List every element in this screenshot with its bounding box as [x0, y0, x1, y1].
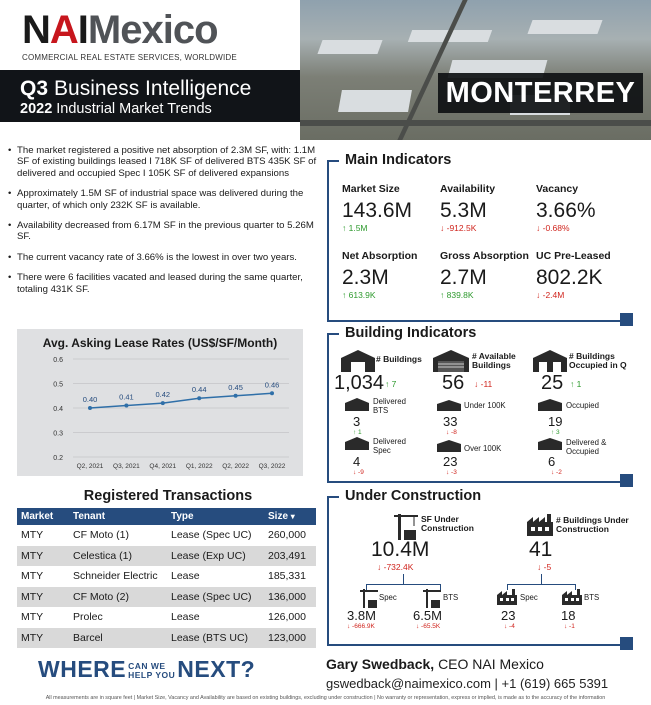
factory-icon — [527, 514, 553, 536]
market-summary-bullets — [8, 145, 318, 304]
sort-desc-icon[interactable]: ▾ — [290, 512, 295, 521]
delivered-spec-change: ↓ -9 — [353, 469, 364, 476]
bld-uc-value: 41 — [529, 538, 553, 561]
x-tick-label: Q1, 2022 — [185, 463, 213, 470]
bld-spec-change: ↓ -4 — [504, 623, 515, 630]
uc-bts-value: 6.5M — [413, 608, 442, 623]
cell-tenant: CF Moto (1) — [73, 529, 130, 542]
cell-type: Lease — [171, 611, 200, 624]
under-100k-icon — [437, 400, 461, 411]
lease-rate-chart-svg — [17, 329, 303, 476]
occupied-sub-change: ↑ 3 — [551, 429, 560, 436]
col-tenant[interactable]: Tenant — [69, 508, 167, 525]
cell-market: MTY — [17, 587, 69, 608]
under-100k-value: 33 — [443, 414, 458, 429]
chart-title: Avg. Asking Lease Rates (US$/SF/Month) — [42, 336, 278, 350]
table-row[interactable] — [17, 546, 316, 567]
delivered-occupied-change: ↓ -2 — [551, 469, 562, 476]
cell-market: MTY — [21, 529, 44, 542]
sf-uc-change: ↓ -732.4K — [377, 562, 414, 572]
delivered-occupied-icon — [538, 438, 562, 450]
uc-preleased-label: UC Pre-Leased — [536, 250, 611, 262]
y-tick-label: 0.6 — [53, 357, 63, 364]
data-label: 0.46 — [264, 380, 280, 390]
main-indicators-title: Main Indicators — [341, 152, 455, 168]
cell-tenant: Prolec — [73, 611, 103, 624]
bld-spec-label: Spec — [520, 593, 538, 602]
logo-area — [0, 0, 300, 70]
over-100k-label: Over 100K — [464, 444, 502, 453]
x-tick-label: Q2, 2021 — [76, 463, 104, 470]
gross-absorption-value: 2.7M — [440, 266, 487, 289]
delivered-bts-change: ↑ 1 — [353, 429, 362, 436]
report-header — [0, 0, 651, 140]
panel-corner-square — [620, 313, 633, 326]
table-row[interactable] — [17, 566, 316, 587]
bullet-item: • The market registered a positive net absorption of 2.3M SF, with: 1.1M SF of existing buildings leased I 718K SF of delivered BTS 435K SF of delivered and occupied Spec I 105K SF of delivered expansions — [8, 145, 318, 179]
cell-tenant: CF Moto (2) — [69, 587, 167, 608]
occupied-sub-label: Occupied — [566, 401, 599, 410]
data-label: 0.45 — [228, 382, 243, 392]
cell-size: 260,000 — [268, 529, 306, 542]
where-can-we-help-slogan: WHERE CAN WE HELP YOUNEXT? — [38, 656, 256, 682]
occupied-label: # Buildings Occupied in Q — [569, 351, 627, 370]
vacancy-value: 3.66% — [536, 199, 596, 222]
bts-crane-icon — [423, 588, 441, 608]
over-100k-change: ↓ -3 — [446, 469, 457, 476]
table-row[interactable] — [17, 607, 316, 628]
data-point — [234, 394, 238, 398]
x-tick-label: Q4, 2021 — [149, 463, 177, 470]
market-size-change: ↑ 1.5M — [342, 223, 368, 233]
availability-label: Availability — [440, 183, 496, 195]
y-tick-label: 0.3 — [53, 430, 63, 438]
bullet-item: • Approximately 1.5M SF of industrial space was delivered during the quarter, of which only 232K SF is available. — [8, 188, 318, 211]
bld-bts-label: BTS — [584, 593, 600, 602]
data-label: 0.41 — [119, 392, 134, 402]
sf-uc-value: 10.4M — [371, 538, 430, 561]
data-point — [270, 391, 274, 395]
delivered-spec-value: 4 — [353, 454, 361, 469]
city-banner: MONTERREY — [438, 73, 643, 113]
x-tick-label: Q3, 2021 — [113, 463, 140, 470]
uc-spec-change: ↓ -666.9K — [347, 623, 375, 630]
uc-spec-label: Spec — [379, 593, 397, 602]
cell-size: 185,331 — [268, 570, 306, 583]
under-100k-label: Under 100K — [464, 401, 506, 410]
bld-uc-change: ↓ -5 — [537, 562, 552, 572]
bts-factory-icon — [562, 589, 582, 605]
occupied-building-icon — [533, 350, 567, 372]
cell-type: Lease (BTS UC) — [167, 628, 264, 649]
uc-spec-value: 3.8M — [347, 608, 376, 623]
occupied-sub-value: 19 — [548, 414, 563, 429]
data-label: 0.40 — [82, 395, 98, 404]
panel-corner-square — [620, 474, 633, 487]
data-point — [88, 406, 92, 410]
bullet-item: • The current vacancy rate of 3.66% is the lowest in over two years. — [8, 252, 318, 263]
gross-absorption-label: Gross Absorption — [440, 250, 529, 262]
buildings-label: # Buildings — [376, 354, 422, 364]
buildings-value: 1,034 — [334, 372, 385, 394]
net-absorption-change: ↑ 613.9K — [342, 290, 376, 300]
over-100k-icon — [437, 440, 461, 452]
uc-preleased-change: ↓ -2.4M — [536, 290, 565, 300]
uc-bts-label: BTS — [443, 593, 459, 602]
net-absorption-value: 2.3M — [342, 266, 389, 289]
nai-mexico-logo[interactable]: NAIMexico — [22, 8, 218, 52]
vacancy-label: Vacancy — [536, 183, 579, 195]
cell-type: Lease (Spec UC) — [171, 529, 252, 542]
contact-email-phone[interactable]: gswedback@naimexico.com | +1 (619) 665 5391 — [326, 676, 609, 691]
building-icon — [341, 350, 375, 372]
delivered-occupied-value: 6 — [548, 454, 556, 469]
col-market[interactable]: Market — [17, 508, 69, 525]
buildings-change: ↑ 7 — [385, 379, 397, 389]
table-header-row — [17, 508, 316, 525]
x-tick-label: Q2, 2022 — [222, 463, 249, 470]
delivered-occupied-label: Delivered & Occupied — [566, 438, 607, 456]
bld-bts-change: ↓ -1 — [564, 623, 575, 630]
cell-size: 126,000 — [268, 611, 306, 624]
warehouse-icon — [433, 350, 469, 372]
cell-market: MTY — [21, 570, 44, 583]
available-label: # Available Buildings — [472, 351, 516, 370]
data-point — [124, 404, 128, 408]
x-tick-label: Q3, 2022 — [258, 463, 286, 470]
data-point — [197, 396, 201, 400]
cell-market: MTY — [17, 628, 69, 649]
cell-size: 136,000 — [264, 587, 316, 608]
bullet-item: • Availability decreased from 6.17M SF in the previous quarter to 5.26M SF. — [8, 220, 318, 243]
availability-change: ↓ -912.5K — [440, 223, 477, 233]
vacancy-change: ↓ -0.68% — [536, 223, 570, 233]
series-line — [90, 393, 272, 408]
uc-preleased-value: 802.2K — [536, 266, 603, 289]
cell-type: Lease — [171, 570, 200, 583]
under-construction-title: Under Construction — [341, 488, 485, 504]
logo-tagline: COMMERCIAL REAL ESTATE SERVICES, WORLDWIDE — [22, 53, 237, 62]
market-size-value: 143.6M — [342, 199, 413, 222]
over-100k-value: 23 — [443, 454, 458, 469]
disclaimer: All measurements are in square feet | Market Size, Vacancy and Availability are based on existing buildings, excluding under construction | No warranty or representation, express or implied, is made as to the accuracy of the information — [45, 695, 606, 701]
occupied-value: 25 — [541, 372, 564, 394]
spec-factory-icon — [497, 589, 517, 605]
cell-market: MTY — [17, 546, 69, 567]
available-change: ↓ -11 — [474, 379, 493, 389]
col-size[interactable]: Size ▾ — [264, 508, 316, 525]
data-point — [161, 401, 165, 405]
panel-corner-square — [620, 637, 633, 650]
sf-uc-label: SF Under Construction — [421, 514, 474, 533]
bullet-item: • There were 6 facilities vacated and leased during the same quarter, totaling 431K SF. — [8, 272, 318, 295]
occupied-change: ↑ 1 — [570, 379, 582, 389]
col-type[interactable]: Type — [167, 508, 264, 525]
cell-tenant: Schneider Electric — [73, 570, 158, 583]
cell-size: 203,491 — [264, 546, 316, 567]
cell-type: Lease (Spec UC) — [167, 587, 264, 608]
delivered-bts-icon — [345, 398, 369, 411]
occupied-sub-icon — [538, 399, 562, 411]
available-value: 56 — [442, 372, 465, 394]
bld-spec-value: 23 — [501, 608, 516, 623]
building-indicators-title: Building Indicators — [341, 325, 480, 341]
under-100k-change: ↓ -8 — [446, 429, 457, 436]
market-size-label: Market Size — [342, 183, 400, 195]
aerial-photo — [300, 0, 651, 140]
lease-rate-chart — [17, 329, 303, 476]
cell-market: MTY — [21, 611, 44, 624]
y-tick-label: 0.2 — [53, 455, 63, 462]
availability-value: 5.3M — [440, 199, 487, 222]
table-row[interactable] — [17, 525, 316, 546]
delivered-bts-value: 3 — [353, 414, 361, 429]
data-label: 0.42 — [155, 390, 171, 400]
delivered-spec-label: Delivered Spec — [373, 437, 406, 455]
transactions-title: Registered Transactions — [83, 488, 253, 504]
crane-icon — [394, 512, 418, 540]
delivered-bts-label: Delivered BTS — [373, 397, 406, 415]
report-subtitle: 2022 Industrial Market Trends — [20, 101, 212, 117]
bld-uc-label: # Buildings Under Construction — [556, 515, 629, 534]
cell-tenant: Barcel — [69, 628, 167, 649]
data-label: 0.44 — [191, 385, 207, 395]
gross-absorption-change: ↑ 839.8K — [440, 290, 474, 300]
report-title: Q3 Business Intelligence — [20, 77, 252, 100]
delivered-spec-icon — [345, 437, 369, 450]
cell-size: 123,000 — [264, 628, 316, 649]
uc-bts-change: ↓ -65.5K — [416, 623, 441, 630]
table-row[interactable] — [17, 587, 316, 608]
contact-name: Gary Swedback, CEO NAI Mexico — [326, 656, 544, 672]
transactions-table — [17, 508, 316, 648]
cell-tenant: Celestica (1) — [69, 546, 167, 567]
net-absorption-label: Net Absorption — [342, 250, 418, 262]
cell-type: Lease (Exp UC) — [167, 546, 264, 567]
bld-bts-value: 18 — [561, 608, 576, 623]
spec-crane-icon — [360, 588, 378, 608]
y-tick-label: 0.5 — [53, 381, 63, 389]
y-tick-label: 0.4 — [53, 406, 63, 413]
table-row[interactable] — [17, 628, 316, 649]
